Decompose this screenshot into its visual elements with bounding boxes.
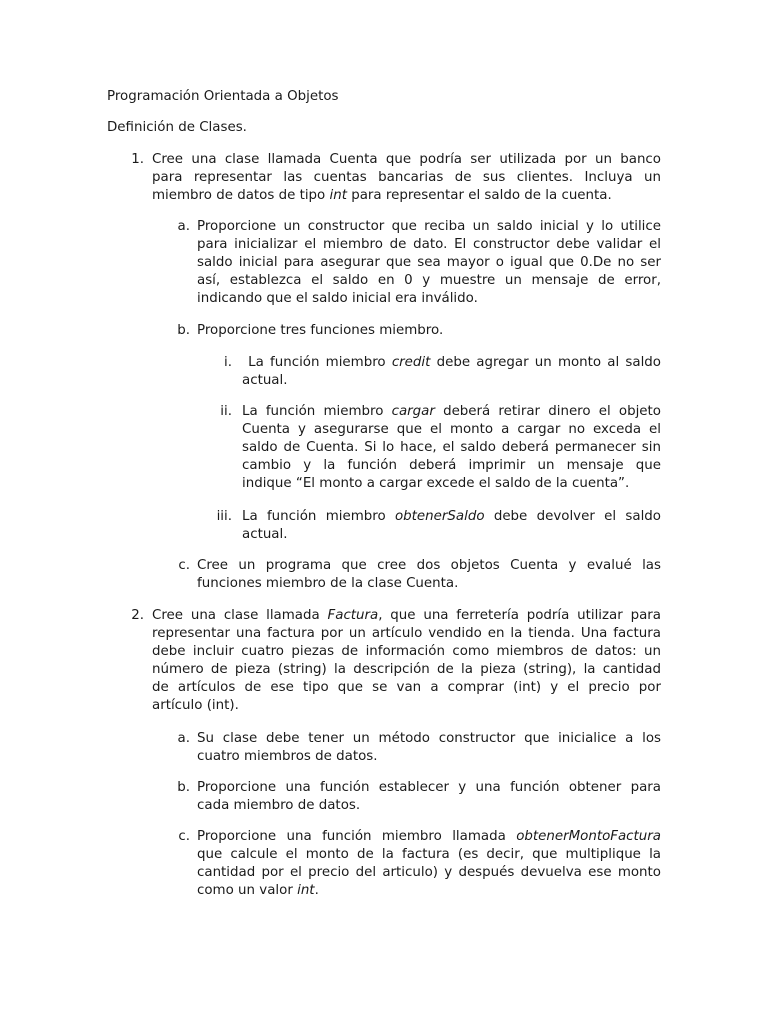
function-cargar: cargar [391,404,435,419]
list-marker: 1. [131,152,144,167]
list-item-text: Proporcione tres funciones miembro. [197,323,444,338]
list-item-text: Proporcione un constructor que reciba un saldo inicial y lo utilice para inicializar el miembro de dato. El constructor debe validar el saldo inicial para asegurar que sea mayor o igual que 0.De no ser así, establezca el saldo en 0 y muestre un mensaje de error, indicando que el saldo inicial era inválido. [197,219,661,306]
list-marker: b. [177,780,190,795]
list-marker: 2. [131,608,144,623]
list-item-text: La función miembro obtenerSaldo debe devolver el saldo actual. [242,509,661,542]
type-int: int [329,188,347,203]
type-int: int [297,883,315,898]
class-factura: Factura [327,608,379,623]
list-marker: iii. [216,509,232,524]
list-item-text: Proporcione una función miembro llamada obtenerMontoFactura que calcule el monto de la factura (es decir, que multiplique la cantidad por el precio del articulo) y después devuelva ese monto como un valor int. [197,829,661,898]
function-obtener-saldo: obtenerSaldo [394,509,485,524]
section-heading: Definición de Clases. [107,120,247,135]
list-marker: c. [178,558,190,573]
function-obtener-monto-factura: obtenerMontoFactura [516,829,661,844]
list-item-text: Cree un programa que cree dos objetos Cuenta y evalué las funciones miembro de la clase Cuenta. [197,558,661,591]
list-marker: ii. [220,404,232,419]
list-item-text: Su clase debe tener un método constructor que inicialice a los cuatro miembros de datos. [197,731,661,764]
list-item-text: La función miembro cargar deberá retirar dinero el objeto Cuenta y asegurarse que el monto a cargar no exceda el saldo de Cuenta. Si lo hace, el saldo deberá permanecer sin cambio y la función deberá imprimir un mensaje que indique “El monto a cargar excede el saldo de la cuenta”. [242,404,661,491]
list-item-text: Proporcione una función establecer y una función obtener para cada miembro de datos. [197,780,661,813]
list-item-text: La función miembro credit debe agregar un monto al saldo actual. [242,355,662,388]
document-title: Programación Orientada a Objetos [107,89,339,104]
list-item-text: Cree una clase llamada Cuenta que podría ser utilizada por un banco para representar las cuentas bancarias de sus clientes. Incluya un miembro de datos de tipo int para representar el saldo de la cuenta. [152,152,661,203]
list-item-text: Cree una clase llamada Factura, que una ferretería podría utilizar para representar una factura por un artículo vendido en la tienda. Una factura debe incluir cuatro piezas de información como miembros de datos: un número de pieza (string) la descripción de la pieza (string), la cantidad de artículos de ese tipo que se van a comprar (int) y el precio por artículo (int). [152,608,661,713]
list-marker: a. [177,731,190,746]
list-marker: a. [177,219,190,234]
list-marker: b. [177,323,190,338]
list-marker: c. [178,829,190,844]
function-credit: credit [391,355,431,370]
list-marker: i. [224,355,232,370]
